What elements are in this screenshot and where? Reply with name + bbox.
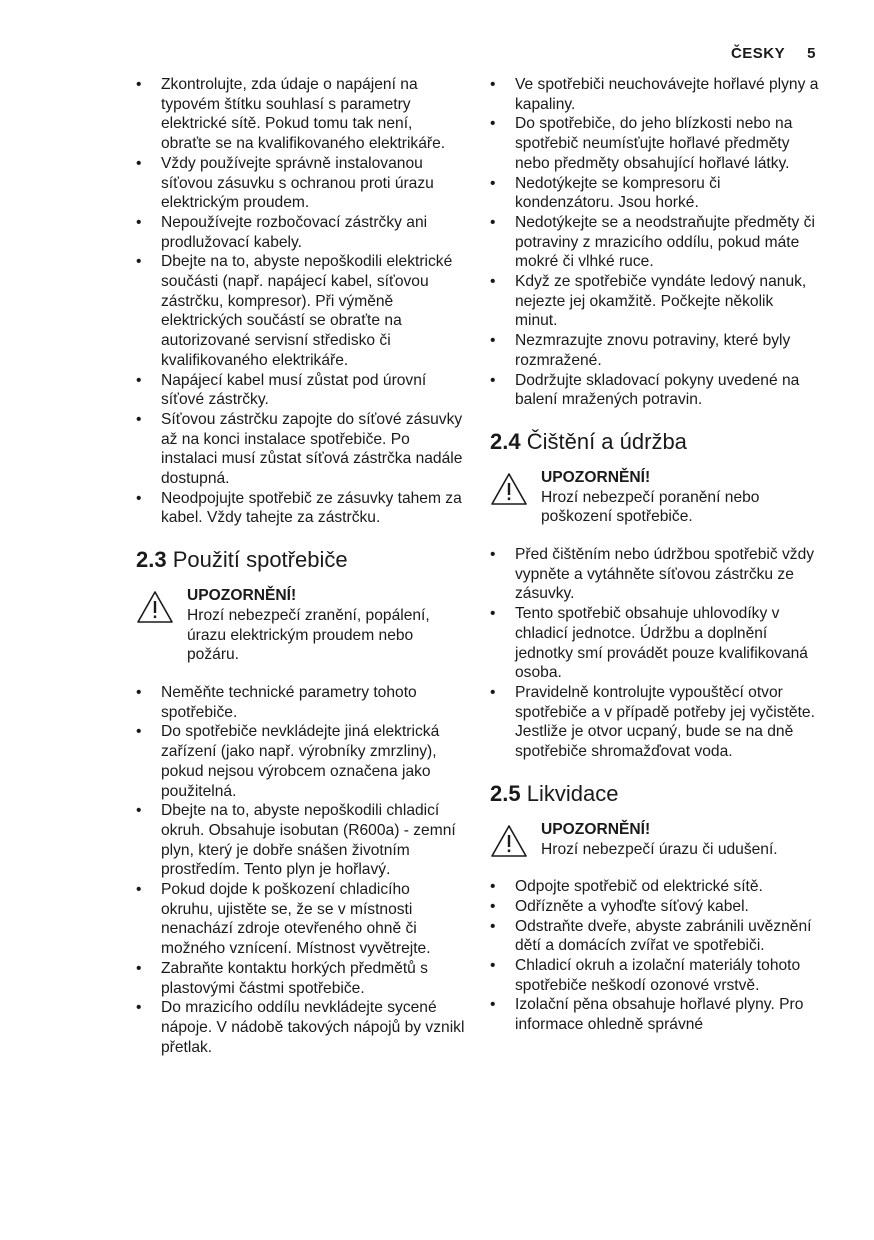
- list-item: • Do spotřebiče, do jeho blízkosti nebo na spotřebič neumísťujte hořlavé předměty nebo předměty obsahující hořlavé látky.: [490, 114, 820, 173]
- safety-list-top: [136, 75, 466, 528]
- list-item: • Když ze spotřebiče vyndáte ledový nanuk, nejezte jej okamžitě. Počkejte několik minut.: [490, 272, 820, 331]
- warning-title: UPOZORNĚNÍ!: [541, 820, 651, 838]
- section-number: 2.4: [490, 428, 521, 454]
- warning-box: [490, 820, 820, 859]
- list-item: • Chladicí okruh a izolační materiály tohoto spotřebiče neškodí ozonové vrstvě.: [490, 956, 820, 995]
- section-heading-2-5: [490, 780, 820, 808]
- usage-list-continued: [490, 75, 820, 410]
- list-item: • Odřízněte a vyhoďte síťový kabel.: [490, 897, 820, 917]
- list-item: • Dodržujte skladovací pokyny uvedené na balení mražených potravin.: [490, 371, 820, 410]
- list-item: • Vždy používejte správně instalovanou síťovou zásuvku s ochranou proti úrazu elektrickým proudem.: [136, 154, 466, 213]
- warning-text: Hrozí nebezpečí poranění nebo poškození spotřebiče.: [541, 488, 760, 526]
- list-item: • Odpojte spotřebič od elektrické sítě.: [490, 877, 820, 897]
- warning-text: Hrozí nebezpečí úrazu či udušení.: [541, 840, 778, 858]
- list-item: • Neodpojujte spotřebič ze zásuvky tahem za kabel. Vždy tahejte za zástrčku.: [136, 489, 466, 528]
- page-header: [731, 45, 816, 62]
- list-item: • Nedotýkejte se a neodstraňujte předměty či potraviny z mrazicího oddílu, pokud máte mokré či vlhké ruce.: [490, 213, 820, 272]
- right-column: [490, 75, 820, 1035]
- warning-box: [490, 468, 820, 527]
- warning-text: Hrozí nebezpečí zranění, popálení, úrazu elektrickým proudem nebo požáru.: [187, 606, 430, 664]
- section-title: Likvidace: [526, 780, 619, 806]
- list-item: • Izolační pěna obsahuje hořlavé plyny. Pro informace ohledně správné: [490, 995, 820, 1034]
- left-column: [136, 75, 466, 1057]
- list-item: • Pravidelně kontrolujte vypouštěcí otvor spotřebiče a v případě potřeby jej vyčistěte. Jestliže je otvor ucpaný, bude se na dně spotřebiče shromažďovat voda.: [490, 683, 820, 762]
- list-item: • Napájecí kabel musí zůstat pod úrovní síťové zástrčky.: [136, 371, 466, 410]
- section-heading-2-3: [136, 546, 466, 574]
- section-number: 2.3: [136, 547, 167, 573]
- warning-title: UPOZORNĚNÍ!: [187, 587, 297, 605]
- list-item: • Odstraňte dveře, abyste zabránili uvěznění dětí a domácích zvířat ve spotřebiči.: [490, 917, 820, 956]
- list-item: • Do spotřebiče nevkládejte jiná elektrická zařízení (jako např. výrobníky zmrzliny), pokud nejsou výrobcem označena jako použitelná.: [136, 722, 466, 801]
- cleaning-list: [490, 545, 820, 762]
- list-item: • Dbejte na to, abyste nepoškodili chladicí okruh. Obsahuje isobutan (R600a) - zemní plyn, který je dobře snášen životním prostředím. Tento plyn je hořlavý.: [136, 801, 466, 880]
- warning-title: UPOZORNĚNÍ!: [541, 468, 651, 486]
- list-item: • Síťovou zástrčku zapojte do síťové zásuvky až na konci instalace spotřebiče. Po instalaci musí zůstat síťová zástrčka nadále dostupná.: [136, 410, 466, 489]
- disposal-list: [490, 877, 820, 1035]
- list-item: • Nedotýkejte se kompresoru či kondenzátoru. Jsou horké.: [490, 174, 820, 213]
- section-number: 2.5: [490, 780, 521, 806]
- language-label: ČESKY: [730, 45, 786, 62]
- list-item: • Ve spotřebiči neuchovávejte hořlavé plyny a kapaliny.: [490, 75, 820, 114]
- list-item: • Pokud dojde k poškození chladicího okruhu, ujistěte se, že se v místnosti nenachází zdroje otevřeného ohně či možného vznícení. Místnost vyvětrejte.: [136, 880, 466, 959]
- list-item: • Neměňte technické parametry tohoto spotřebiče.: [136, 683, 466, 722]
- section-title: Použití spotřebiče: [172, 547, 348, 573]
- warning-triangle-icon: [490, 472, 528, 506]
- usage-list: [136, 683, 466, 1057]
- warning-triangle-icon: [136, 590, 174, 624]
- list-item: • Zkontrolujte, zda údaje o napájení na typovém štítku souhlasí s parametry elektrické sítě. Pokud tomu tak není, obraťte se na kvalifikovaného elektrikáře.: [136, 75, 466, 154]
- list-item: • Dbejte na to, abyste nepoškodili elektrické součásti (např. napájecí kabel, síťovou zástrčku, kompresor). Při výměně elektrických součástí se obraťte na autorizované servisní středisko či kvalifikovaného elektrikáře.: [136, 252, 466, 370]
- warning-box: [136, 586, 466, 665]
- section-title: Čištění a údržba: [526, 428, 687, 454]
- list-item: • Nepoužívejte rozbočovací zástrčky ani prodlužovací kabely.: [136, 213, 466, 252]
- list-item: • Tento spotřebič obsahuje uhlovodíky v chladicí jednotce. Údržbu a doplnění jednotky smí provádět pouze kvalifikovaná osoba.: [490, 604, 820, 683]
- list-item: • Zabraňte kontaktu horkých předmětů s plastovými částmi spotřebiče.: [136, 959, 466, 998]
- list-item: • Před čištěním nebo údržbou spotřebič vždy vypněte a vytáhněte síťovou zástrčku ze zásuvky.: [490, 545, 820, 604]
- page-number: 5: [807, 45, 816, 62]
- warning-triangle-icon: [490, 824, 528, 858]
- section-heading-2-4: [490, 428, 820, 456]
- list-item: • Nezmrazujte znovu potraviny, které byly rozmražené.: [490, 331, 820, 370]
- list-item: • Do mrazicího oddílu nevkládejte sycené nápoje. V nádobě takových nápojů by vznikl přetlak.: [136, 998, 466, 1057]
